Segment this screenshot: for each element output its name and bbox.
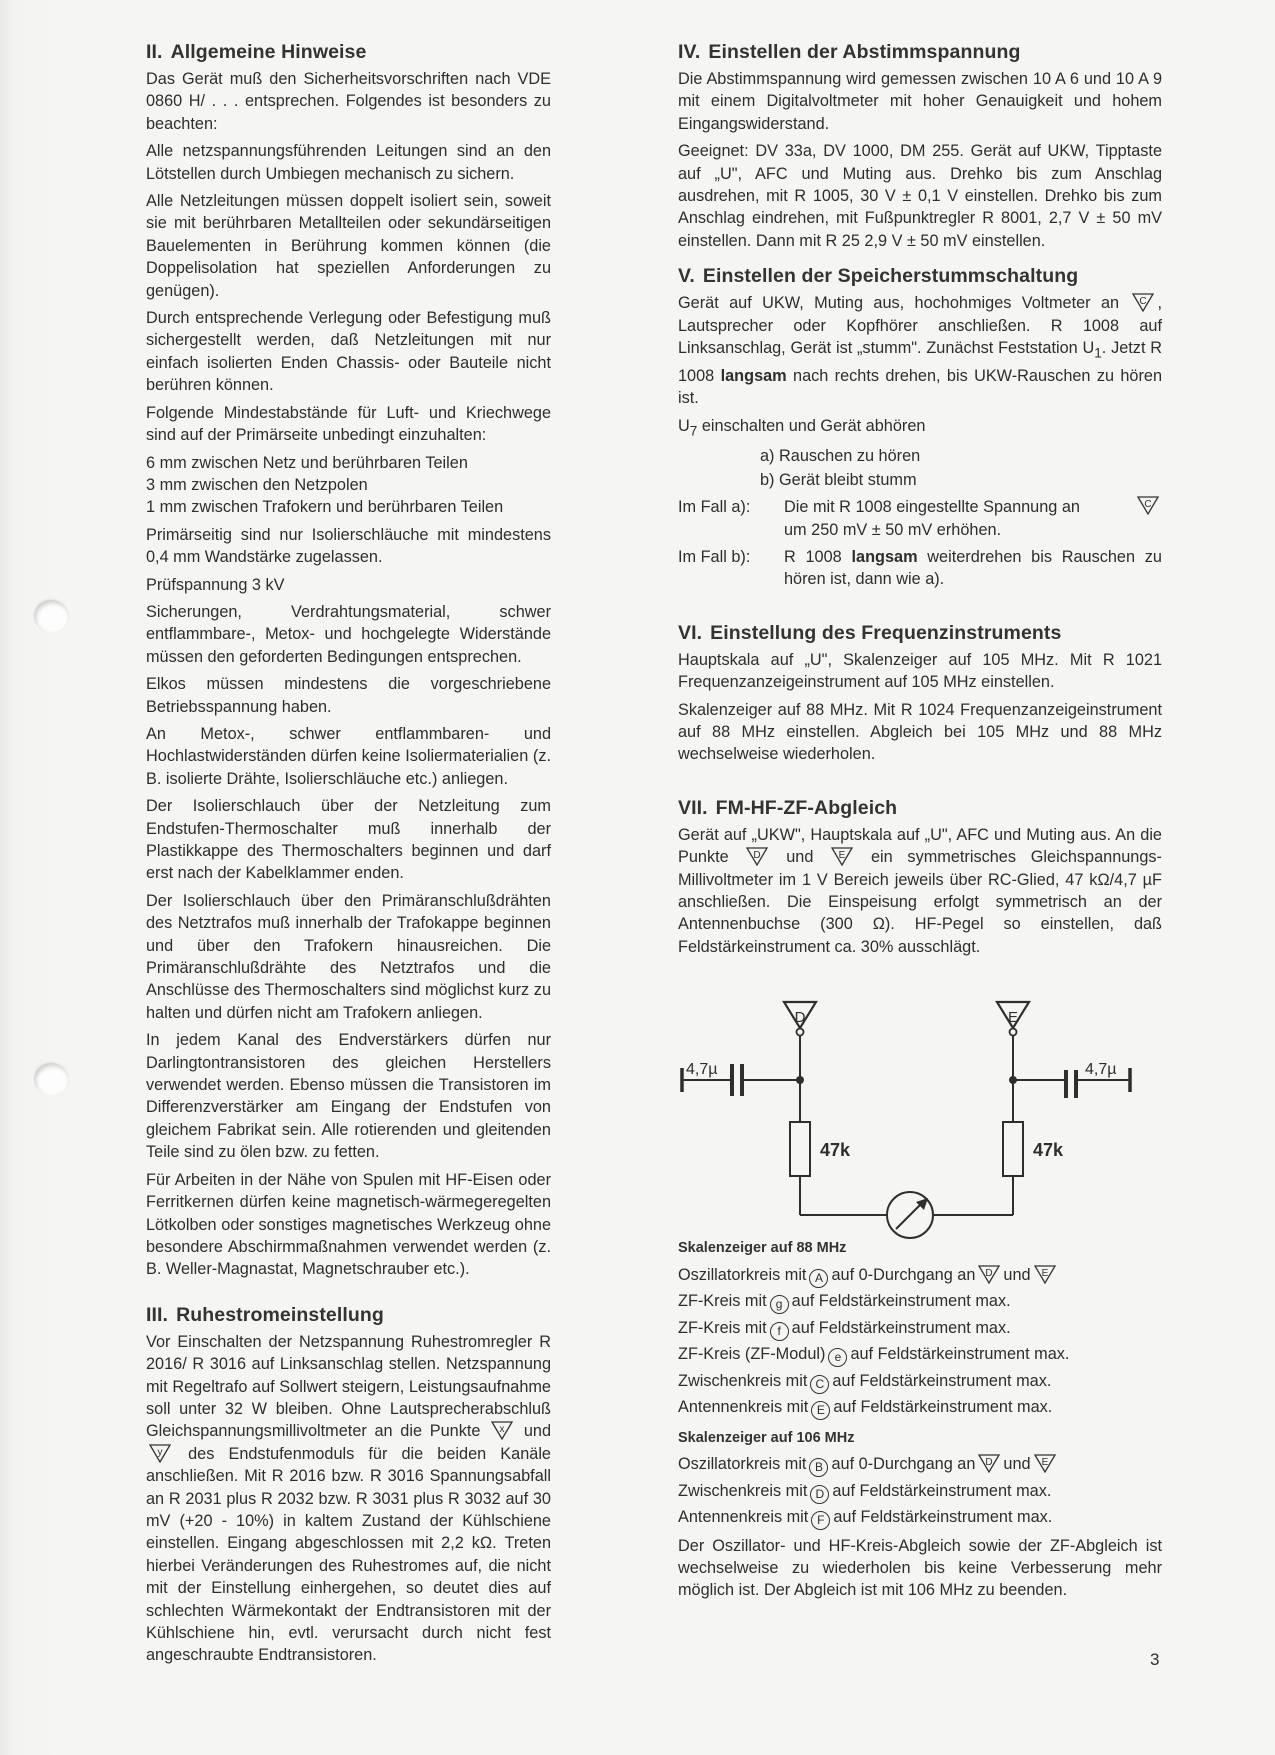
- steps-106mhz: [678, 1451, 1162, 1531]
- right-column: [678, 40, 1162, 1607]
- section-title: Einstellen der Abstimmspannung: [708, 41, 1021, 63]
- section-number: V.: [678, 265, 695, 288]
- text: Die mit R 1008 eingestellte Spannung an: [784, 498, 1080, 517]
- step-item: [678, 1368, 1162, 1395]
- option-b: b) Gerät bleibt stumm: [760, 471, 917, 490]
- test-point-x-triangle-icon: [491, 1421, 513, 1440]
- paragraph: Geeignet: DV 33a, DV 1000, DM 255. Gerät auf UKW, Tipptaste auf „U", AFC und Muting aus. Drehko bis zum Anschlag ausdrehen, mit R 1005, 30 V ± 0,1 V einstellen. Drehko bis zum Anschlag eindrehen, mit Fußpunktregler R 8001, 2,7 V ± 50 mV einstellen. Dann mit R 25 2,9 V ± 50 mV einstellen.: [678, 142, 1162, 250]
- case-label: Im Fall a):: [678, 498, 751, 517]
- svg-text:y: y: [157, 1446, 163, 1458]
- section-title: Einstellung des Frequenzinstruments: [710, 621, 1062, 644]
- text: nach rechts drehen, bis UKW-Rauschen zu hören ist.: [678, 366, 1163, 408]
- test-point-c-triangle-icon: [1132, 293, 1154, 312]
- paragraph: Für Arbeiten in der Nähe von Spulen mit HF-Eisen oder Ferritkernen dürfen keine magnetisch-wärmegeregelten Lötkolben oder sonstiges magnetisches Werkzeug ohne besondere Abschirmmaßnahmen verwendet werden (z. B. Weller-Magnastat, Magnetschrauber etc.).: [146, 1170, 551, 1279]
- svg-text:D: D: [985, 1267, 994, 1279]
- section-title: FM-HF-ZF-Abgleich: [715, 796, 898, 819]
- text: auf 0-Durchgang an: [831, 1265, 976, 1284]
- section-heading: [678, 621, 1162, 645]
- section-title: Einstellen der Speicherstummschaltung: [702, 265, 1079, 288]
- paragraph: Der Oszillator- und HF-Kreis-Abgleich sowie der ZF-Abgleich ist wechselweise zu wiederholen bis keine Verbesserung mehr möglich ist. Der Abgleich ist mit 106 MHz zu beenden.: [678, 1536, 1162, 1600]
- section-title: Ruhestromeinstellung: [176, 1303, 384, 1326]
- text: auf 0-Durchgang an: [831, 1455, 976, 1474]
- subheading-106mhz: Skalenzeiger auf 106 MHz: [678, 1429, 855, 1446]
- section-number: II.: [146, 41, 163, 63]
- text: einschalten und Gerät abhören: [697, 416, 926, 435]
- section-heading: [146, 1303, 551, 1327]
- circled-marker-icon: A: [809, 1269, 828, 1288]
- text: Oszillatorkreis mit: [678, 1455, 807, 1474]
- section-allgemeine-hinweise: [146, 40, 551, 1281]
- steps-88mhz: [678, 1262, 1162, 1421]
- section-number: III.: [146, 1303, 169, 1326]
- case-text: [784, 496, 1162, 541]
- test-point-c-triangle-icon: [1137, 496, 1159, 515]
- text: Oszillatorkreis mit: [678, 1265, 807, 1284]
- paragraph: Primärseitig sind nur Isolierschläuche mit mindestens 0,4 mm Wandstärke zugelassen.: [146, 525, 551, 567]
- paragraph: Folgende Mindestabstände für Luft- und Kriechwege sind auf der Primärseite unbedingt einzuhalten:: [146, 403, 551, 445]
- circled-marker-icon: B: [809, 1458, 828, 1477]
- section-ruhestromeinstellung: [146, 1303, 551, 1667]
- section-abstimmspannung: [678, 40, 1162, 252]
- text: , Lautsprecher oder Kopfhörer anschließen. R 1008 auf Linksanschlag, Gerät ist „stumm". Zunächst Feststation U: [678, 294, 1163, 358]
- section-frequenzinstrument: [678, 621, 1162, 766]
- paragraph: Der Isolierschlauch über der Netzleitung zum Endstufen-Thermoschalter muß innerhalb der Plastikkappe des Thermoschalters beginnen und darf erst nach der Kabelklammer enden.: [146, 797, 551, 883]
- text: auf Feldstärkeinstrument max.: [850, 1345, 1070, 1364]
- list-item: 6 mm zwischen Netz und berührbaren Teilen: [146, 453, 468, 472]
- text: weiterdrehen bis Rauschen zu hören ist, dann wie a).: [784, 548, 1162, 589]
- paragraph: Sicherungen, Verdrahtungsmaterial, schwer entflammbare-, Metox- und hochgelegte Widerstände müssen den geforderten Bedingungen entsprechen.: [146, 602, 551, 666]
- section-number: VII.: [678, 796, 708, 819]
- subheading-88mhz: Skalenzeiger auf 88 MHz: [678, 1240, 847, 1257]
- step-item: [678, 1504, 1162, 1531]
- option-a: a) Rauschen zu hören: [760, 447, 921, 466]
- svg-text:47k: 47k: [1033, 1140, 1064, 1160]
- svg-text:E: E: [1007, 1009, 1019, 1026]
- svg-text:E: E: [1041, 1267, 1048, 1279]
- text: auf Feldstärkeinstrument max.: [832, 1371, 1052, 1390]
- paragraph: In jedem Kanal des Endverstärkers dürfen nur Darlingtontransistoren des gleichen Herstellers verwendet werden. Ebenso müssen die Transistoren im Differenzverstärker am Eingang der Endstufen von gleichem Fabrikat sein. Alle rotierenden und gleitenden Teile sind zu ölen bzw. zu fetten.: [146, 1031, 551, 1162]
- page-number: 3: [1150, 1650, 1160, 1669]
- paragraph: An Metox-, schwer entflammbaren- und Hochlastwiderständen dürfen keine Isoliermaterialien (z. B. isolierte Drähte, Isolierschläuche etc.) anliegen.: [146, 724, 551, 788]
- text: Vor Einschalten der Netzspannung Ruhestromregler R 2016/ R 3016 auf Linksanschlag stellen. Netzspannung mit Regeltrafo auf Sollwert steigern, Leistungsaufnahme soll unter 32 W bleiben. Ohne Lautsprecherabschluß Gleichspannungsmillivoltmeter an die Punkte: [146, 1332, 551, 1441]
- paragraph: Die Abstimmspannung wird gemessen zwischen 10 A 6 und 10 A 9 mit einem Digitalvoltmeter mit hoher Genauigkeit und hohem Eingangswiderstand.: [678, 70, 1162, 133]
- text: des Endstufenmoduls für die beiden Kanäle anschließen. Mit R 2016 bzw. R 3016 Spannungsabfall an R 2031 plus R 2032 bzw. R 3031 plus R 3032 auf 30 mV (+20 - 10%) in kaltem Zustand der Kühlschiene einstellen. Eingang abgeschlossen mit 2,2 kΩ. Treten hierbei Veränderungen des Ruhestromes auf, die nicht mit der Einstellung einhergehen, so deutet dies auf schlechten Wärmekontakt der Endtransistoren mit der Kühlschiene hin, evtl. verursacht durch nicht fest angeschraubte Endtransistoren.: [146, 1444, 551, 1665]
- case-label: Im Fall b):: [678, 548, 751, 566]
- svg-text:C: C: [1144, 499, 1152, 511]
- text: auf Feldstärkeinstrument max.: [791, 1318, 1011, 1337]
- binder-hole-bottom: [34, 1063, 68, 1095]
- test-point-y-triangle-icon: [149, 1444, 171, 1463]
- text: ZF-Kreis mit: [678, 1292, 767, 1311]
- paragraph: Das Gerät muß den Sicherheitsvorschriften nach VDE 0860 H/ . . . entsprechen. Folgendes ist besonders zu beachten:: [146, 70, 551, 133]
- section-heading: [678, 40, 1162, 64]
- paragraph: [678, 292, 1162, 409]
- text: Antennenkreis mit: [678, 1398, 809, 1417]
- test-point-d-triangle-icon: [978, 1265, 1000, 1284]
- svg-text:E: E: [1041, 1457, 1048, 1469]
- paragraph: Alle netzspannungsführenden Leitungen sind an den Lötstellen durch Umbiegen mechanisch zu sichern.: [146, 142, 551, 183]
- emphasis: langsam: [851, 548, 918, 566]
- text: Zwischenkreis mit: [678, 1371, 808, 1390]
- circled-marker-icon: C: [810, 1375, 829, 1394]
- step-item: [678, 1341, 1162, 1368]
- svg-text:E: E: [838, 850, 846, 862]
- case-a: [678, 496, 1162, 541]
- test-point-d-triangle-icon: [978, 1454, 1000, 1473]
- svg-text:47k: 47k: [820, 1140, 851, 1160]
- text: Gerät auf UKW, Muting aus, hochohmiges Voltmeter an: [678, 294, 1120, 313]
- paragraph: Skalenzeiger auf 88 MHz. Mit R 1024 Frequenzanzeigeinstrument auf 88 MHz einstellen. Abgleich bei 105 MHz und 88 MHz wechselweise wiederholen.: [678, 700, 1162, 764]
- step-item: [678, 1451, 1162, 1478]
- section-heading: [678, 796, 1162, 820]
- paragraph: Alle Netzleitungen müssen doppelt isoliert sein, soweit sie mit berührbaren Metallteilen oder sekundärseitigen Bauelementen in Berührung kommen können (die Doppelisolation hat speziellen Anforderungen zu genügen).: [146, 192, 551, 300]
- step-item: [678, 1478, 1162, 1505]
- text: ZF-Kreis (ZF-Modul): [678, 1345, 826, 1364]
- text: auf Feldstärkeinstrument max.: [791, 1292, 1011, 1311]
- svg-text:D: D: [794, 1009, 806, 1026]
- section-heading: [146, 40, 551, 64]
- paragraph: Durch entsprechende Verlegung oder Befestigung muß sichergestellt werden, daß Netzleitungen mit nur einfach isolierten Enden Chassis- oder Bauteile nicht berühren können.: [146, 309, 551, 395]
- paragraph: Hauptskala auf „U", Skalenzeiger auf 105 MHz. Mit R 1021 Frequenzanzeigeinstrument auf 105 MHz einstellen.: [678, 650, 1162, 692]
- text: und: [523, 1422, 551, 1441]
- paragraph: [678, 824, 1162, 958]
- text: auf Feldstärkeinstrument max.: [833, 1398, 1053, 1417]
- step-item: [678, 1288, 1162, 1315]
- circled-marker-icon: f: [770, 1322, 789, 1341]
- section-number: IV.: [678, 41, 701, 63]
- text: Gerät auf „UKW", Hauptskala auf „U", AFC und Muting aus. An die Punkte: [678, 825, 1162, 867]
- step-item: [678, 1262, 1162, 1289]
- test-point-e-triangle-icon: [1034, 1454, 1056, 1473]
- paragraph: Prüfspannung 3 kV: [146, 575, 285, 594]
- test-point-d-triangle-icon: [746, 847, 768, 866]
- subscript: 1: [1094, 345, 1102, 361]
- test-point-e-triangle-icon: [1034, 1265, 1056, 1284]
- svg-text:4,7µ: 4,7µ: [1085, 1061, 1117, 1078]
- binder-hole-top: [34, 600, 68, 632]
- text: und: [1003, 1265, 1031, 1284]
- text: Antennenkreis mit: [678, 1508, 809, 1527]
- paragraph: Der Isolierschlauch über den Primäranschlußdrähten des Netztrafos muß innerhalb der Trafokappe beginnen und über den Trafokern hinausreichen. Die Primäranschlußdrähte des Netztrafos und die Anschlüsse des Thermoschalters sind möglichst kurz zu halten und dürfen nicht am Trafokern anliegen.: [146, 891, 551, 1022]
- text: ZF-Kreis mit: [678, 1318, 767, 1337]
- circled-marker-icon: e: [828, 1348, 847, 1367]
- svg-text:D: D: [985, 1457, 994, 1469]
- left-column: [146, 40, 551, 1672]
- subscript: 7: [689, 422, 698, 438]
- distance-list: [146, 452, 551, 519]
- section-speicherstummschaltung: [678, 264, 1162, 591]
- text: und: [1003, 1455, 1031, 1474]
- test-point-e-triangle-icon: [831, 847, 853, 866]
- text: und: [786, 848, 814, 867]
- text: auf Feldstärkeinstrument max.: [833, 1508, 1053, 1527]
- paragraph: Elkos müssen mindestens die vorgeschriebene Betriebsspannung haben.: [146, 675, 551, 716]
- text: R 1008: [784, 548, 842, 566]
- text: . Jetzt R 1008: [678, 339, 1162, 385]
- rc-measurement-circuit-diagram: [670, 990, 1150, 1250]
- circled-marker-icon: D: [810, 1485, 829, 1504]
- paragraph: [146, 1331, 551, 1667]
- svg-text:D: D: [753, 850, 762, 862]
- section-heading: [678, 264, 1162, 288]
- circled-marker-icon: g: [770, 1295, 789, 1314]
- text: auf Feldstärkeinstrument max.: [832, 1481, 1052, 1500]
- svg-text:C: C: [1139, 296, 1148, 308]
- list-item: 3 mm zwischen den Netzpolen: [146, 475, 368, 494]
- step-item: [678, 1315, 1162, 1342]
- paragraph: [678, 415, 1162, 443]
- circled-marker-icon: F: [811, 1511, 830, 1530]
- circled-marker-icon: E: [811, 1401, 830, 1420]
- text: Zwischenkreis mit: [678, 1481, 808, 1500]
- emphasis: langsam: [720, 366, 787, 385]
- text: um 250 mV ± 50 mV erhöhen.: [784, 520, 1002, 539]
- section-title: Allgemeine Hinweise: [170, 41, 367, 63]
- text: ein symmetrisches Gleichspannungs-Millivoltmeter im 1 V Bereich jeweils über RC-Glied, 47 kΩ/4,7 µF anschließen. Die Einspeisung erfolgt symmetrisch an der Antennenbuchse (300 Ω). HF-Pegel so einstellen, daß Feldstärkeinstrument ca. 30% ausschlägt.: [678, 848, 1162, 956]
- case-b: [678, 546, 1162, 591]
- text: U: [678, 416, 690, 435]
- step-item: [678, 1394, 1162, 1421]
- svg-text:4,7µ: 4,7µ: [686, 1061, 718, 1078]
- section-number: VI.: [678, 621, 703, 644]
- case-text: [784, 546, 1162, 591]
- svg-text:x: x: [499, 1424, 505, 1436]
- list-item: 1 mm zwischen Trafokern und berührbaren Teilen: [146, 498, 504, 517]
